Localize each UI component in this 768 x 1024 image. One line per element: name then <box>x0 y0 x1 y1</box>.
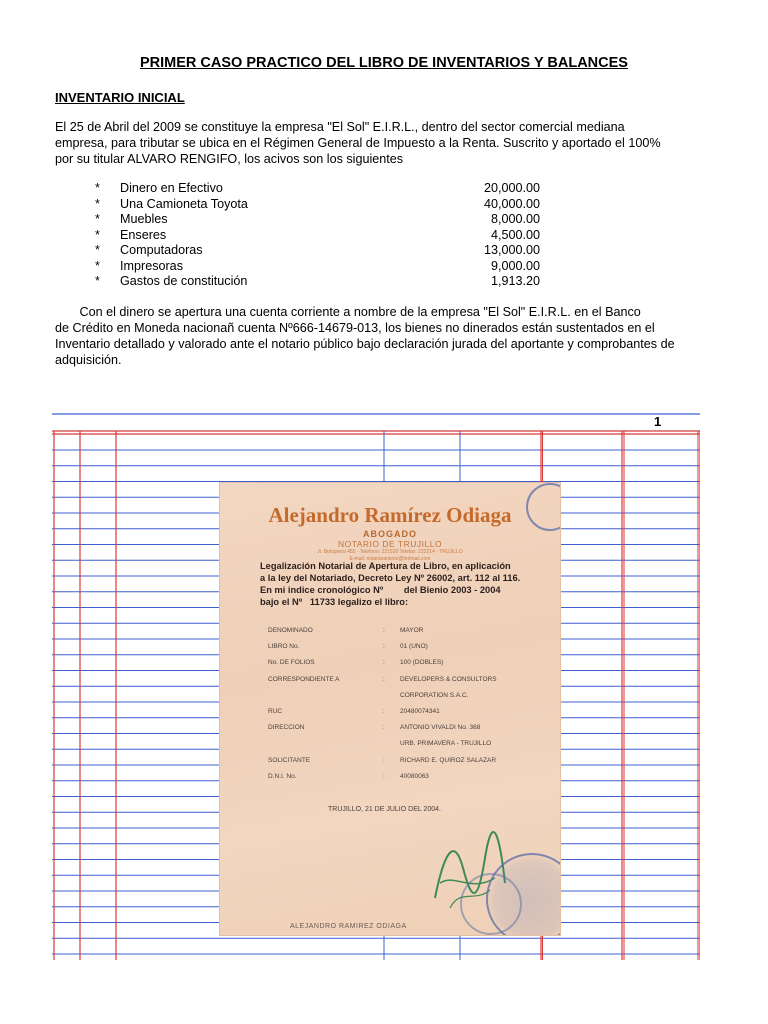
asset-item <box>95 243 540 259</box>
field-value: 01 (UNO) <box>400 643 428 651</box>
legalization-line: a la ley del Notariado, Decreto Ley Nº 26002, art. 112 al 116. <box>260 573 521 583</box>
field-colon: : <box>383 772 385 780</box>
certificate-field <box>268 623 558 639</box>
certificate-field <box>268 704 558 720</box>
field-colon: : <box>383 643 385 651</box>
bullet-marker: * <box>95 212 100 226</box>
certificate-fields <box>268 623 558 785</box>
closing-line: Con el dinero se apertura una cuenta corriente a nombre de la empresa "El Sol" E.I.R.L. en el Banco <box>55 305 641 319</box>
certificate-field <box>268 736 558 752</box>
closing-line: adquisición. <box>55 353 122 367</box>
asset-amount: 4,500.00 <box>490 227 540 242</box>
asset-name: Computadoras <box>120 243 203 257</box>
asset-item <box>95 228 540 244</box>
field-colon: : <box>383 724 385 732</box>
closing-line: Inventario detallado y valorado ante el notario público bajo declaración jurada del aportante y comprobantes de <box>55 337 675 351</box>
asset-item <box>95 212 540 228</box>
legalization-line: En mi indice cronológico Nº del Bienio 2003 - 2004 <box>260 585 501 595</box>
certificate-field <box>268 655 558 671</box>
asset-name: Impresoras <box>120 258 183 273</box>
certificate-field <box>268 769 558 785</box>
asset-name: Muebles <box>120 212 168 226</box>
bullet-marker: * <box>95 274 100 288</box>
asset-amount: 13,000.00 <box>483 243 540 257</box>
asset-amount: 40,000.00 <box>483 196 540 211</box>
field-value: RICHARD E. QUIROZ SALAZAR <box>400 756 497 764</box>
bullet-marker: * <box>95 181 100 195</box>
certificate-field <box>268 688 558 704</box>
asset-name: Gastos de constitución <box>120 274 248 288</box>
asset-list <box>95 181 540 290</box>
field-value: MAYOR <box>400 627 424 634</box>
notary-seal-icon <box>460 873 522 935</box>
bullet-marker: * <box>95 258 100 273</box>
asset-item <box>95 181 540 197</box>
field-label: LIBRO No. <box>268 643 300 651</box>
asset-item <box>95 274 540 290</box>
field-value: 40080063 <box>400 772 429 780</box>
certificate-field <box>268 672 558 688</box>
field-value: URB. PRIMAVERA - TRUJILLO <box>400 740 492 748</box>
bullet-marker: * <box>95 243 100 257</box>
certificate-date: TRUJILLO, 21 DE JULIO DEL 2004. <box>328 806 441 813</box>
notary-email: E-mail: notariaramirez@hotmail.com <box>349 556 431 562</box>
field-colon: : <box>383 707 385 715</box>
certificate-field <box>268 639 558 655</box>
document-title: PRIMER CASO PRACTICO DEL LIBRO DE INVENTARIOS Y BALANCES <box>140 55 628 71</box>
notarial-certificate <box>220 483 560 935</box>
field-label: DENOMINADO <box>268 627 313 634</box>
asset-amount: 9,000.00 <box>490 258 540 273</box>
field-colon: : <box>383 659 385 667</box>
field-label: No. DE FOLIOS <box>268 659 315 667</box>
certificate-field <box>268 753 558 769</box>
certificate-field <box>268 720 558 736</box>
bullet-marker: * <box>95 196 100 211</box>
asset-amount: 20,000.00 <box>483 181 540 195</box>
field-colon: : <box>383 675 385 683</box>
field-label: CORRESPONDIENTE A <box>268 675 340 683</box>
field-colon: : <box>383 756 385 764</box>
intro-line: El 25 de Abril del 2009 se constituye la empresa "El Sol" E.I.R.L., dentro del sector comercial mediana <box>55 120 625 134</box>
asset-name: Dinero en Efectivo <box>120 181 223 195</box>
section-heading: INVENTARIO INICIAL <box>55 90 185 105</box>
asset-name: Una Camioneta Toyota <box>120 196 248 211</box>
field-label: SOLICITANTE <box>268 756 311 764</box>
field-value: ANTONIO VIVALDI No. 368 <box>400 724 481 732</box>
legalization-line: bajo el Nº 11733 legalizo el libro: <box>260 597 409 607</box>
closing-line: de Crédito en Moneda nacionañ cuenta Nº666-14679-013, los bienes no dinerados están sustentados en el <box>55 321 655 335</box>
intro-paragraph <box>55 119 695 167</box>
notary-name: Alejandro Ramírez Odiaga <box>268 503 512 527</box>
intro-line: empresa, para tributar se ubica en el Régimen General de Impuesto a la Renta. Suscrito y aportado el 100% <box>55 136 661 150</box>
field-label: D.N.I. No. <box>268 772 297 780</box>
field-label: RUC <box>268 707 283 715</box>
field-colon: : <box>383 627 385 634</box>
asset-item <box>95 197 540 213</box>
asset-name: Enseres <box>120 227 167 242</box>
notary-profession: ABOGADO <box>363 529 417 539</box>
bullet-marker: * <box>95 227 100 242</box>
field-label: DIRECCION <box>268 724 305 732</box>
page-number: 1 <box>654 414 662 429</box>
field-value: DEVELOPERS & CONSULTORS <box>400 675 497 683</box>
field-value: 20480074341 <box>400 707 440 715</box>
legalization-line: Legalización Notarial de Apertura de Libro, en aplicación <box>260 561 511 571</box>
asset-amount: 8,000.00 <box>490 212 540 226</box>
field-value: CORPORATION S.A.C. <box>400 691 469 699</box>
closing-paragraph <box>55 304 695 368</box>
notary-office: NOTARIO DE TRUJILLO <box>337 539 443 549</box>
intro-line: por su titular ALVARO RENGIFO, los acivos son los siguientes <box>55 152 404 166</box>
asset-item <box>95 259 540 275</box>
legalization-text <box>260 560 560 608</box>
field-value: 100 (DOBLES) <box>400 659 444 667</box>
notary-address: Jr. Bolognesi 455 - Telefono: 221520 Telefax: 222214 - TRUJILLO <box>317 549 463 555</box>
asset-amount: 1,913.20 <box>490 274 540 288</box>
signature-name: ALEJANDRO RAMIREZ ODIAGA <box>290 923 407 930</box>
